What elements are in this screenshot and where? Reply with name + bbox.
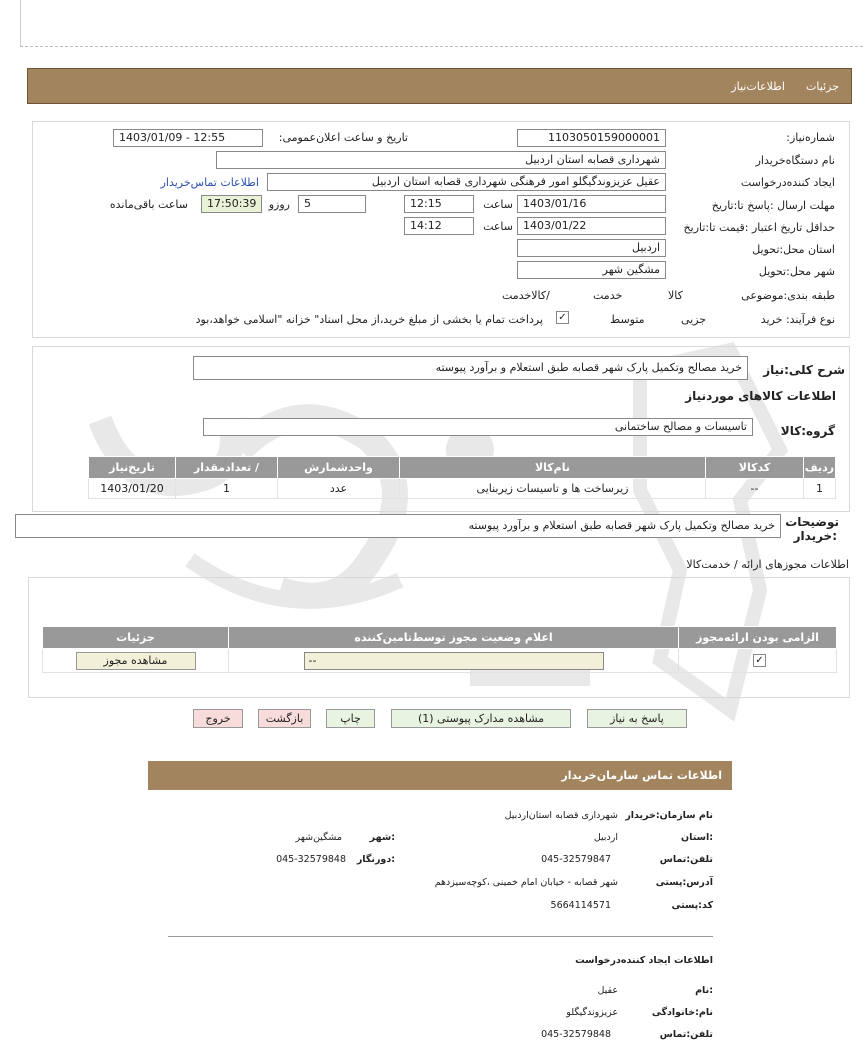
group-field: تاسیسات و مصالح ساختمانی bbox=[203, 418, 753, 436]
exit-button[interactable]: خروج bbox=[193, 709, 243, 728]
view-docs-button[interactable]: مشاهده مدارک پیوستی (1) bbox=[391, 709, 571, 728]
buyer-notes-label-2: :خریدار bbox=[793, 529, 837, 543]
contact-fax-value: 045-32579848 bbox=[276, 854, 346, 865]
view-permit-button[interactable]: مشاهده مجوز bbox=[76, 652, 196, 670]
city-label: شهر محل:تحویل bbox=[758, 265, 835, 278]
payment-checkbox[interactable]: ✓ bbox=[556, 311, 569, 324]
deadline-time-field: 12:15 bbox=[404, 195, 474, 213]
contact-address-label: آدرس:پستی bbox=[655, 877, 713, 888]
province-label: استان محل:تحویل bbox=[752, 243, 835, 256]
creator-name-value: عقیل bbox=[597, 985, 618, 996]
creator-family-value: عزیزوندگیگلو bbox=[566, 1007, 618, 1018]
creator-section-title: اطلاعات ایجاد کننده‌درخواست bbox=[575, 955, 713, 966]
back-button[interactable]: بازگشت bbox=[258, 709, 311, 728]
reply-button[interactable]: پاسخ به نیاز bbox=[587, 709, 687, 728]
group-label: گروه:کالا bbox=[780, 424, 835, 438]
permit-required-cell bbox=[679, 649, 837, 673]
buyer-org-label: نام دستگاه‌خریدار bbox=[755, 154, 835, 167]
deadline-date-field: 1403/01/16 bbox=[517, 195, 666, 213]
buyer-notes-label-1: توضیحات bbox=[785, 515, 839, 529]
payment-note: پرداخت تمام یا بخشی از مبلغ خرید،از محل اسناد" خزانه "اسلامی خواهد،بود bbox=[195, 313, 543, 326]
buyer-org-field: شهرداری قصابه استان اردبیل bbox=[216, 151, 666, 169]
col-row: ردیف bbox=[804, 457, 836, 479]
contact-title-bar: اطلاعات تماس سازمان‌خریدار bbox=[148, 761, 732, 790]
cell-row: 1 bbox=[804, 479, 836, 499]
contact-postal-label: کد:پستی bbox=[671, 900, 713, 911]
contact-org-value: شهرداری قصابه استان‌اردبیل bbox=[504, 810, 618, 821]
need-number-label: شماره‌نیاز: bbox=[786, 131, 835, 144]
permits-title: اطلاعات مجوزهای ارائه / خدمت‌کالا bbox=[686, 558, 849, 571]
permit-status-cell bbox=[229, 649, 679, 673]
contact-divider bbox=[168, 936, 713, 937]
creator-phone-label: تلفن:تماس bbox=[659, 1029, 713, 1040]
countdown-field: 17:50:39 bbox=[201, 195, 262, 213]
left-divider bbox=[20, 0, 21, 46]
radio-service-label: خدمت bbox=[593, 289, 623, 302]
creator-phone-value: 045-32579848 bbox=[541, 1029, 611, 1040]
col-date: تاریخ‌نیاز bbox=[89, 457, 176, 479]
validity-label: حداقل تاریخ اعتبار :قیمت تا:تاریخ bbox=[683, 221, 835, 234]
permit-status-field[interactable]: -- bbox=[304, 652, 604, 670]
radio-medium-label: متوسط bbox=[610, 313, 645, 326]
header-bar bbox=[27, 68, 852, 104]
validity-date-field: 1403/01/22 bbox=[517, 217, 666, 235]
radio-goods-label: کالا bbox=[668, 289, 683, 302]
col-name: نام‌کالا bbox=[400, 457, 706, 479]
deadline-label: مهلت ارسال :پاسخ تا:تاریخ bbox=[711, 199, 835, 212]
col-unit: واحدشمارش bbox=[278, 457, 400, 479]
permits-table bbox=[42, 626, 837, 673]
deadline-time-label: ساعت bbox=[483, 198, 513, 211]
contact-postal-value: 5664114571 bbox=[550, 900, 611, 911]
contact-province-label: :استان bbox=[681, 832, 713, 843]
contact-province-value: اردبیل bbox=[593, 832, 618, 843]
radio-partial-label: جزیی bbox=[681, 313, 707, 326]
validity-time-label: ساعت bbox=[483, 220, 513, 233]
permit-required-checkbox[interactable]: ✓ bbox=[753, 654, 766, 667]
permit-col-status: اعلام وضعیت مجوز توسط‌تامین‌کننده bbox=[229, 627, 679, 649]
general-desc-label: شرح کلی:نیاز bbox=[763, 363, 845, 377]
permit-details-cell bbox=[43, 649, 229, 673]
need-number-field: 1103050159000001 bbox=[517, 129, 666, 147]
days-field: 5 bbox=[298, 195, 366, 213]
tab-need-info[interactable]: اطلاعات‌نیاز bbox=[731, 80, 785, 93]
tab-details[interactable]: جزئیات bbox=[806, 80, 839, 93]
process-label: نوع فرآیند: خرید bbox=[760, 313, 835, 326]
goods-info-title: اطلاعات کالاهای موردنیاز bbox=[685, 389, 836, 403]
city-field: مشگین شهر bbox=[517, 261, 666, 279]
radio-goods-service-label: /کالاخدمت bbox=[502, 289, 550, 302]
contact-address-value: شهر قصابه - خیابان امام خمینی ،کوچه‌سیزدهم bbox=[434, 877, 618, 888]
print-button[interactable]: چاپ bbox=[326, 709, 375, 728]
category-label: طبقه بندی:موضوعی bbox=[741, 289, 835, 302]
permit-col-required: الزامی بودن ارائه‌مجوز bbox=[679, 627, 837, 649]
contact-city-label: :شهر bbox=[369, 832, 395, 843]
col-qty: / تعدادمقدار bbox=[176, 457, 278, 479]
remaining-label: ساعت باقی‌مانده bbox=[109, 198, 188, 211]
contact-org-label: نام سازمان‌:خریدار bbox=[625, 810, 713, 821]
cell-code: -- bbox=[706, 479, 804, 499]
general-desc-field: خرید مصالح وتکمیل پارک شهر قصابه طبق استعلام و برآورد پیوسته bbox=[193, 356, 748, 380]
contact-fax-label: :دورنگار bbox=[356, 854, 395, 865]
cell-name: زیرساخت ها و تاسیسات زیربنایی bbox=[400, 479, 706, 499]
permit-col-details: جزئیات bbox=[43, 627, 229, 649]
contact-phone-value: 045-32579847 bbox=[541, 854, 611, 865]
table-row bbox=[89, 479, 836, 499]
validity-time-field: 14:12 bbox=[404, 217, 474, 235]
buyer-contact-link[interactable]: اطلاعات تماس‌خریدار bbox=[160, 176, 259, 189]
cell-unit: عدد bbox=[278, 479, 400, 499]
announce-field: 1403/01/09 - 12:55 bbox=[113, 129, 263, 147]
province-field: اردبیل bbox=[517, 239, 666, 257]
contact-city-value: مشگین‌شهر bbox=[295, 832, 342, 843]
col-code: کدکالا bbox=[706, 457, 804, 479]
cell-date: 1403/01/20 bbox=[89, 479, 176, 499]
cell-qty: 1 bbox=[176, 479, 278, 499]
announce-label: تاریخ و ساعت اعلان‌عمومی: bbox=[278, 131, 408, 144]
creator-name-label: :نام bbox=[695, 985, 713, 996]
buyer-notes-field: خرید مصالح وتکمیل پارک شهر قصابه طبق استعلام و برآورد پیوسته bbox=[15, 514, 781, 538]
creator-field: عقیل عزیزوندگیگلو امور فرهنگی شهرداری قصابه استان اردبیل bbox=[267, 173, 666, 191]
days-label: روزو bbox=[268, 198, 290, 211]
permit-row bbox=[43, 649, 837, 673]
top-divider bbox=[20, 46, 863, 47]
contact-phone-label: تلفن:تماس bbox=[659, 854, 713, 865]
creator-label: ایجاد کننده‌درخواست bbox=[740, 176, 835, 189]
goods-table bbox=[88, 456, 836, 499]
creator-family-label: نام:خانوادگی bbox=[651, 1007, 713, 1018]
